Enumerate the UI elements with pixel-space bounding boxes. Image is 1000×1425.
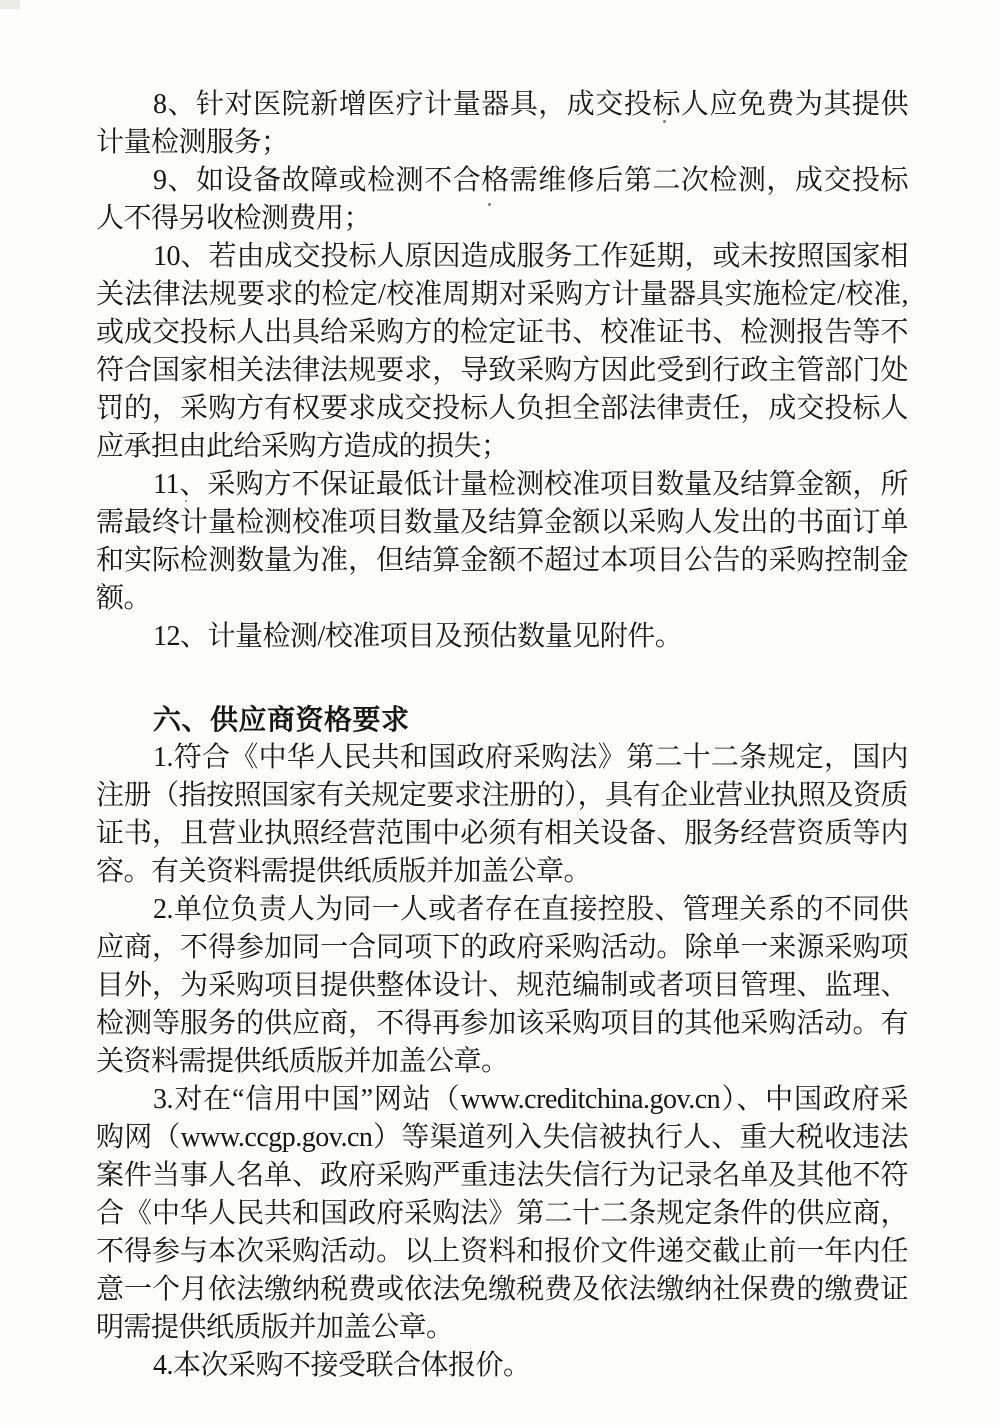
term-paragraph-9: 9、如设备故障或检测不合格需维修后第二次检测，成交投标人不得另收检测费用； [96, 165, 908, 234]
term-paragraph-12: 12、计量检测/校准项目及预估数量见附件。 [153, 621, 683, 652]
term-paragraph-8: 8、针对医院新增医疗计量器具，成交投标人应免费为其提供计量检测服务； [96, 89, 908, 158]
document-body [96, 86, 908, 1385]
qualification-paragraph-4: 4.本次采购不接受联合体报价。 [153, 1350, 531, 1381]
qualification-paragraph-2: 2.单位负责人为同一人或者存在直接控股、管理关系的不同供应商，不得参加同一合同项下的政府采购活动。除单一来源采购项目外，为采购项目提供整体设计、规范编制或者项目管理、监理、检测等服务的供应商，不得再参加该采购项目的其他采购活动。有关资料需提供纸质版并加盖公章。 [96, 894, 908, 1077]
qualification-paragraph-3: 3.对在“信用中国”网站（www.creditchina.gov.cn）、中国政府采购网（www.ccgp.gov.cn）等渠道列入失信被执行人、重大税收违法案件当事人名单、政府采购严重违法失信行为记录名单及其他不符合《中华人民共和国政府采购法》第二十二条规定条件的供应商，不得参与本次采购活动。以上资料和报价文件递交截止前一年内任意一个月依法缴纳税费或依法免缴税费及依法缴纳社保费的缴费证明需提供纸质版并加盖公章。 [96, 1084, 908, 1343]
term-paragraph-11: 11、采购方不保证最低计量检测校准项目数量及结算金额，所需最终计量检测校准项目数量及结算金额以采购人发出的书面订单和实际检测数量为准，但结算金额不超过本项目公告的采购控制金额。 [96, 469, 908, 614]
term-paragraph-10: 10、若由成交投标人原因造成服务工作延期，或未按照国家相关法律法规要求的检定/校准周期对采购方计量器具实施检定/校准,或成交投标人出具给采购方的检定证书、校准证书、检测报告等不符合国家相关法律法规要求，导致采购方因此受到行政主管部门处罚的，采购方有权要求成交投标人负担全部法律责任，成交投标人应承担由此给采购方造成的损失； [96, 241, 908, 462]
qualification-paragraph-1: 1.符合《中华人民共和国政府采购法》第二十二条规定，国内注册（指按照国家有关规定要求注册的），具有企业营业执照及资质证书，且营业执照经营范围中必须有相关设备、服务经营资质等内容。有关资料需提供纸质版并加盖公章。 [96, 742, 908, 887]
scan-artifact-corner [0, 0, 20, 9]
section-heading-supplier-qualification: 六、供应商资格要求 [153, 704, 410, 735]
